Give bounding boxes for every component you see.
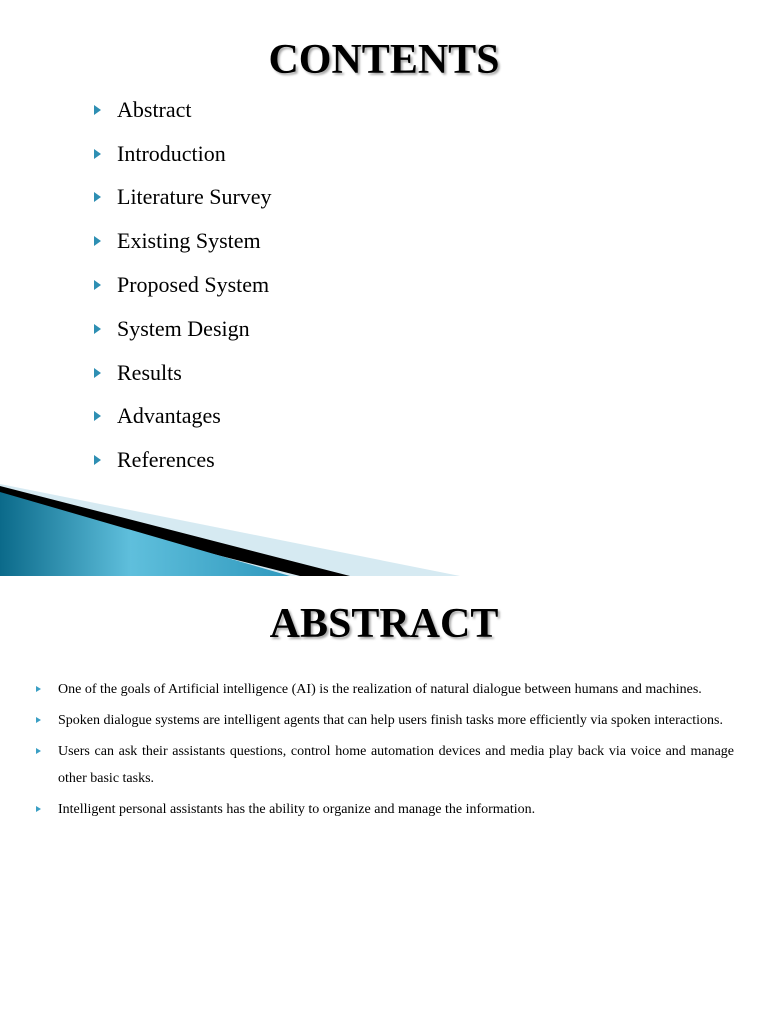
abstract-bullet (36, 707, 734, 734)
abstract-bullet-text: Spoken dialogue systems are intelligent agents that can help users finish tasks more efficiently via spoken interactions. (58, 713, 723, 728)
contents-item-literature-survey (92, 176, 272, 220)
contents-item-label: Proposed System (117, 272, 270, 298)
triangle-right-icon (94, 368, 101, 378)
contents-item-label: Introduction (117, 140, 226, 166)
triangle-right-icon (94, 455, 101, 465)
contents-item-system-design (92, 307, 272, 351)
triangle-right-icon (36, 686, 41, 692)
contents-item-results (92, 351, 272, 395)
triangle-right-icon (94, 411, 101, 421)
triangle-right-icon (36, 717, 41, 723)
contents-title: CONTENTS (268, 37, 500, 83)
contents-list (92, 88, 272, 482)
abstract-bullet-list (36, 676, 734, 827)
triangle-right-icon (94, 105, 101, 115)
abstract-slide (0, 576, 768, 1024)
contents-item-label: Existing System (117, 228, 261, 254)
abstract-title: ABSTRACT (269, 601, 499, 647)
abstract-bullet (36, 738, 734, 792)
abstract-bullet-text: One of the goals of Artificial intelligence (AI) is the realization of natural dialogue between humans and machines. (58, 682, 702, 697)
contents-item-proposed-system (92, 263, 272, 307)
contents-item-advantages (92, 395, 272, 439)
triangle-right-icon (94, 192, 101, 202)
abstract-bullet (36, 796, 734, 823)
triangle-right-icon (94, 324, 101, 334)
contents-item-introduction (92, 132, 272, 176)
abstract-bullet (36, 676, 734, 703)
contents-item-existing-system (92, 219, 272, 263)
triangle-right-icon (36, 748, 41, 754)
decorative-wave-band (0, 470, 768, 576)
triangle-right-icon (94, 149, 101, 159)
abstract-bullet-text: Intelligent personal assistants has the ability to organize and manage the information. (58, 802, 536, 817)
contents-item-label: References (117, 447, 215, 473)
triangle-right-icon (94, 280, 101, 290)
contents-item-label: Advantages (117, 403, 221, 429)
contents-item-label: Literature Survey (117, 184, 272, 210)
contents-item-abstract (92, 88, 272, 132)
abstract-bullet-text: Users can ask their assistants questions, control home automation devices and media play back via voice and manage other basic tasks. (58, 744, 734, 786)
contents-item-label: Abstract (117, 96, 192, 122)
contents-item-label: System Design (117, 315, 250, 341)
triangle-right-icon (36, 806, 41, 812)
triangle-right-icon (94, 236, 101, 246)
contents-item-label: Results (117, 359, 182, 385)
